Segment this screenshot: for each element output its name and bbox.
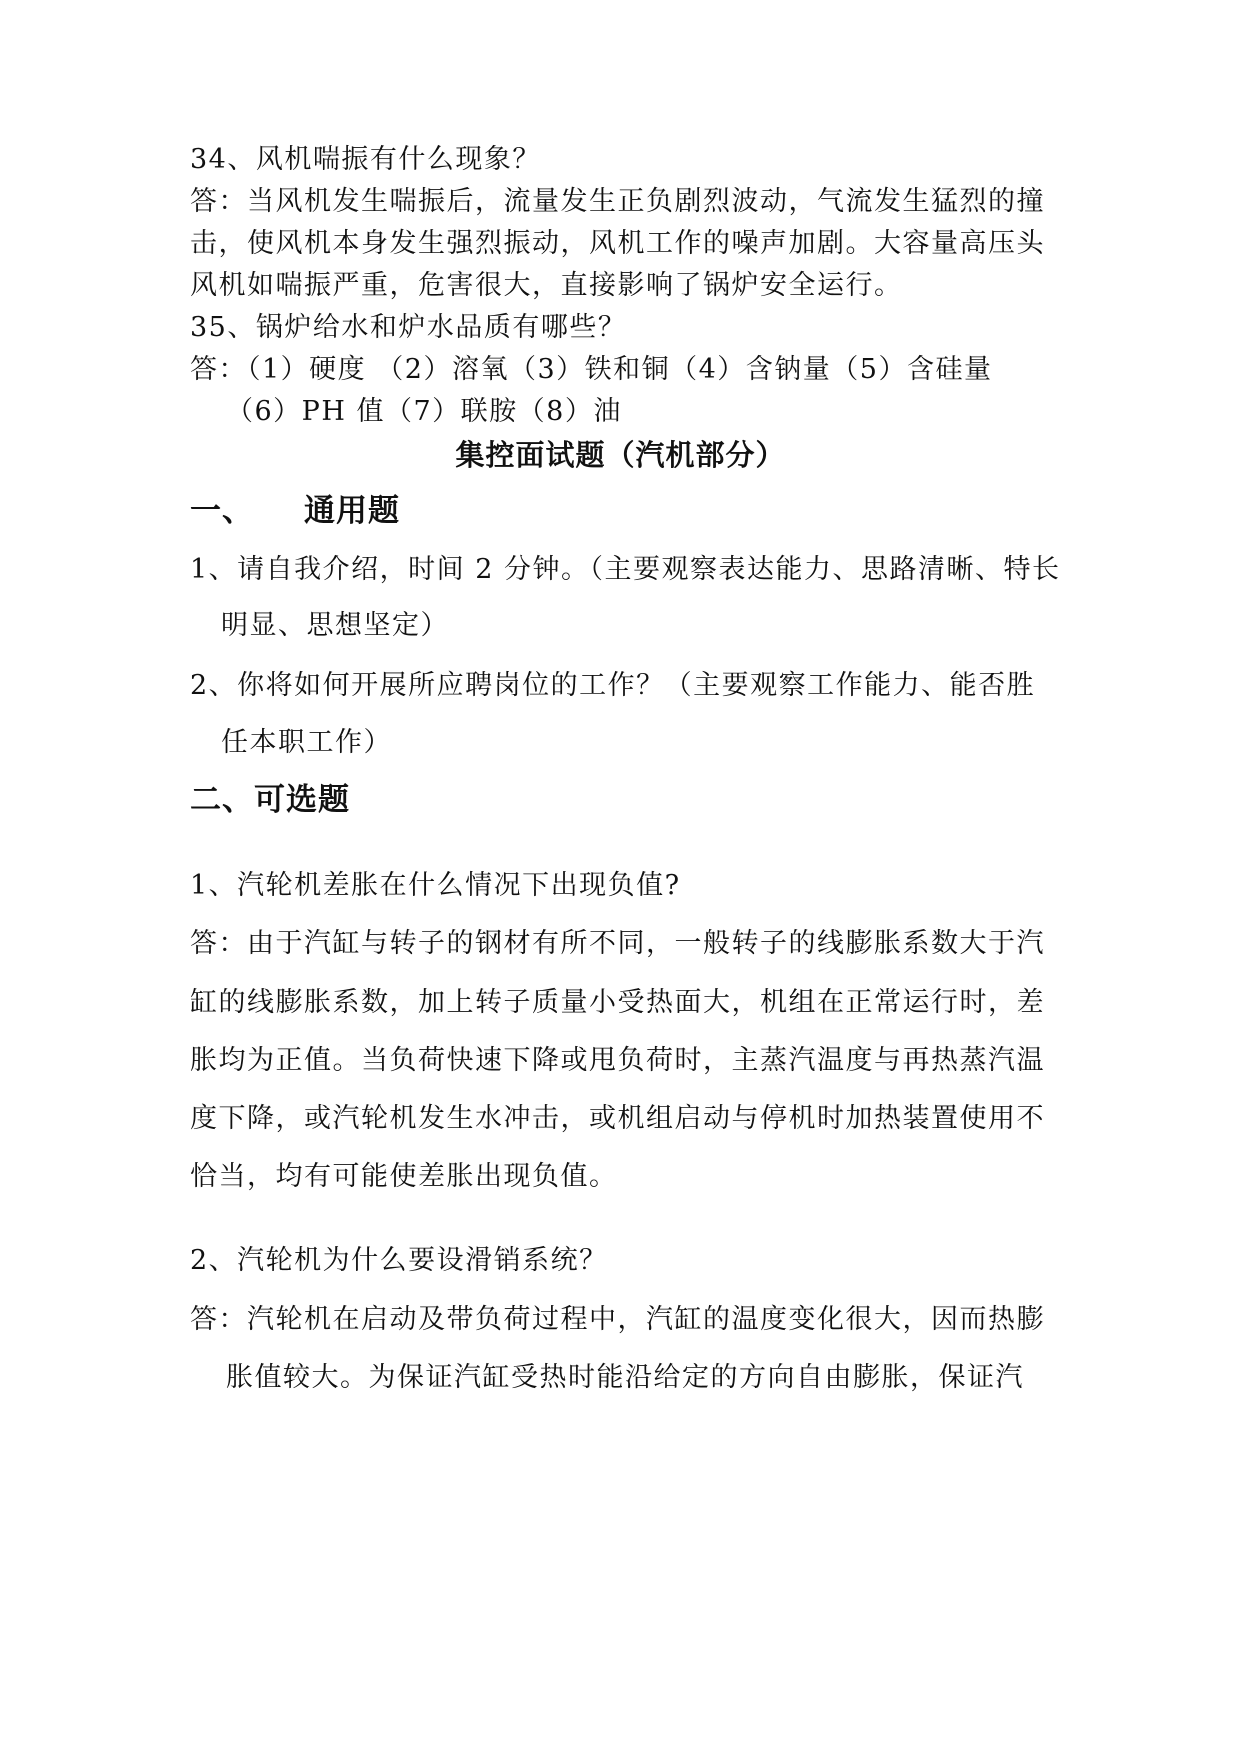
optional-q1-answer-line-3: 胀均为正值。当负荷快速下降或甩负荷时，主蒸汽温度与再热蒸汽温 [190,1045,1045,1076]
heading-optional: 二、可选题 [190,782,350,818]
optional-q1-answer-line-1: 答：由于汽缸与转子的钢材有所不同，一般转子的线膨胀系数大于汽 [190,928,1045,959]
general-item-1-line-1: 1、请自我介绍，时间 2 分钟。（主要观察表达能力、思路清晰、特长 [190,554,1061,585]
section-title: 集控面试题（汽机部分） [455,438,786,472]
answer-35-line-1: 答：（1）硬度 （2）溶氧（3）铁和铜（4）含钠量（5）含硅量 [190,354,993,385]
answer-34-line-1: 答：当风机发生喘振后，流量发生正负剧烈波动，气流发生猛烈的撞 [190,186,1045,217]
heading-general [190,490,400,532]
general-item-2-line-2: 任本职工作） [221,727,392,758]
answer-34-line-2: 击，使风机本身发生强烈振动，风机工作的噪声加剧。大容量高压头 [190,228,1045,259]
optional-q1-question: 1、汽轮机差胀在什么情况下出现负值? [190,870,681,901]
question-34: 34、风机喘振有什么现象？ [190,144,541,175]
optional-q2-question: 2、汽轮机为什么要设滑销系统？ [190,1245,608,1276]
optional-q1-answer-line-2: 缸的线膨胀系数，加上转子质量小受热面大，机组在正常运行时，差 [190,987,1045,1018]
optional-q1-answer-line-5: 恰当，均有可能使差胀出现负值。 [190,1161,618,1192]
heading-general-title: 通用题 [304,493,400,529]
general-item-2-line-1: 2、你将如何开展所应聘岗位的工作？（主要观察工作能力、能否胜 [190,670,1036,701]
general-item-1-line-2: 明显、思想坚定） [221,610,449,641]
heading-general-number: 一、 [190,493,254,529]
answer-34-line-3: 风机如喘振严重，危害很大，直接影响了锅炉安全运行。 [190,270,903,301]
question-35: 35、锅炉给水和炉水品质有哪些？ [190,312,627,343]
optional-q1-answer-line-4: 度下降，或汽轮机发生水冲击，或机组启动与停机时加热装置使用不 [190,1103,1045,1134]
optional-q2-answer-line-2: 胀值较大。为保证汽缸受热时能沿给定的方向自由膨胀，保证汽 [226,1362,1024,1393]
optional-q2-answer-line-1: 答：汽轮机在启动及带负荷过程中，汽缸的温度变化很大，因而热膨 [190,1304,1045,1335]
answer-35-line-2: （6）PH 值（7）联胺（8）油 [226,396,622,427]
